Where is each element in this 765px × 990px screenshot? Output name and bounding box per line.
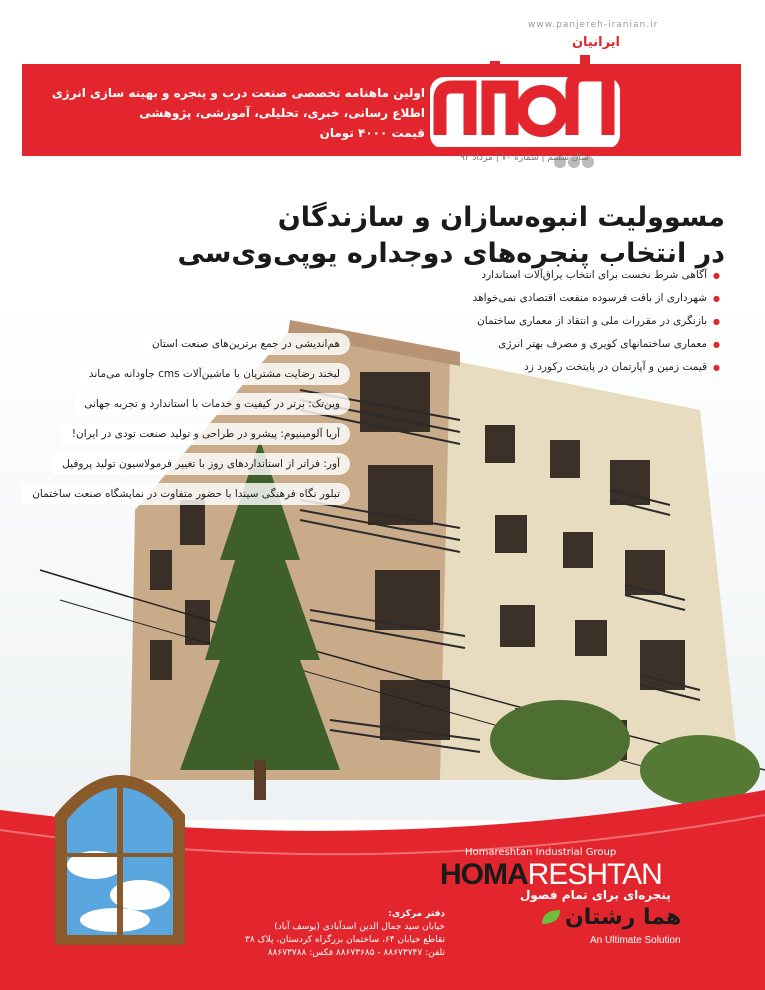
address-line: تقاطع خیابان ۶۴، ساختمان بزرگراه کردستان، پلاک ۳۸	[244, 935, 445, 945]
tagline-line-2: اطلاع رسانی، خبری، تحلیلی، آموزشی، پژوهشی	[139, 106, 425, 120]
news-item: هم‌اندیشی در جمع برترین‌های صنعت استان	[142, 333, 350, 355]
issue-info: سال ششم | شماره ۷۰ | مرداد ۹۲	[460, 153, 589, 163]
leaf-icon	[540, 908, 562, 926]
bullet-item: ● آگاهی شرط نخست برای انتخاب یراق‌آلات استاندارد	[420, 264, 720, 287]
bullet-item: ● بازنگری در مقررات ملی و انتقاد از معماری ساختمان	[420, 310, 720, 333]
brand-name-fa: هما رشتان	[565, 905, 682, 930]
phone-line: تلفن: ۸۸۶۷۳۷۴۷ - ۸۸۶۷۳۶۸۵ فکس: ۸۸۶۷۳۷۸۸	[267, 948, 445, 958]
company-group-name: Homareshtan Industrial Group	[465, 847, 617, 858]
bullet-item: ● معماری ساختمانهای کویری و مصرف بهتر انرژی	[420, 333, 720, 356]
headline-line-2: در انتخاب پنجره‌های دوجداره یوپی‌وی‌سی	[177, 238, 725, 269]
homa-reshtan-logo	[440, 858, 662, 892]
cover-headline	[25, 200, 725, 272]
address-line: خیابان سید جمال الدین اسدآبادی (یوسف آباد)	[274, 922, 445, 932]
office-title: دفتر مرکزی:	[388, 909, 445, 919]
price-label: قیمت ۴۰۰۰ تومان	[319, 126, 425, 140]
office-address	[185, 908, 445, 960]
headline-line-1: مسوولیت انبوه‌سازان و سازندگان	[277, 202, 725, 233]
news-item: لبخند رضایت مشتریان با ماشین‌آلات cms جاودانه می‌ماند	[79, 363, 350, 385]
logo-homa: HOMA	[440, 858, 528, 891]
brand-tagline: پنجره‌ای برای تمام فصول	[520, 888, 671, 902]
news-item: آریا آلومینیوم: پیشرو در طراحی و تولید صنعت تودی در ایران!	[62, 423, 350, 445]
news-list	[20, 333, 350, 513]
window-product-image	[45, 745, 195, 955]
logo-mark	[430, 47, 620, 147]
bullet-item: ● قیمت زمین و آپارتمان در پایتخت رکورد زد	[420, 356, 720, 379]
tagline-line-1: اولین ماهنامه تخصصی صنعت درب و پنجره و بهینه سازی انرژی	[51, 86, 425, 100]
magazine-logo	[430, 35, 620, 147]
logo-prefix: ایرانیان	[571, 35, 620, 50]
news-item: وین‌تک: برتر در کیفیت و خدمات با استاندارد و تجربه جهانی	[74, 393, 350, 415]
headline-bullets	[420, 264, 720, 379]
website-url[interactable]: www.panjereh-iranian.ir	[528, 20, 659, 30]
news-item: آور: فراتر از استاندارد‌های روز با تغییر فرمولاسیون تولید پروفیل	[52, 453, 350, 475]
brand-slogan: An Ultimate Solution	[590, 935, 681, 946]
bullet-item: ● شهرداری از بافت فرسوده منفعت اقتصادی نمی‌خواهد	[420, 287, 720, 310]
logo-reshtan: RESHTAN	[527, 858, 662, 891]
news-item: تبلور نگاه فرهنگی سیندا با حضور متفاوت در نمایشگاه صنعت ساختمان	[22, 483, 350, 505]
